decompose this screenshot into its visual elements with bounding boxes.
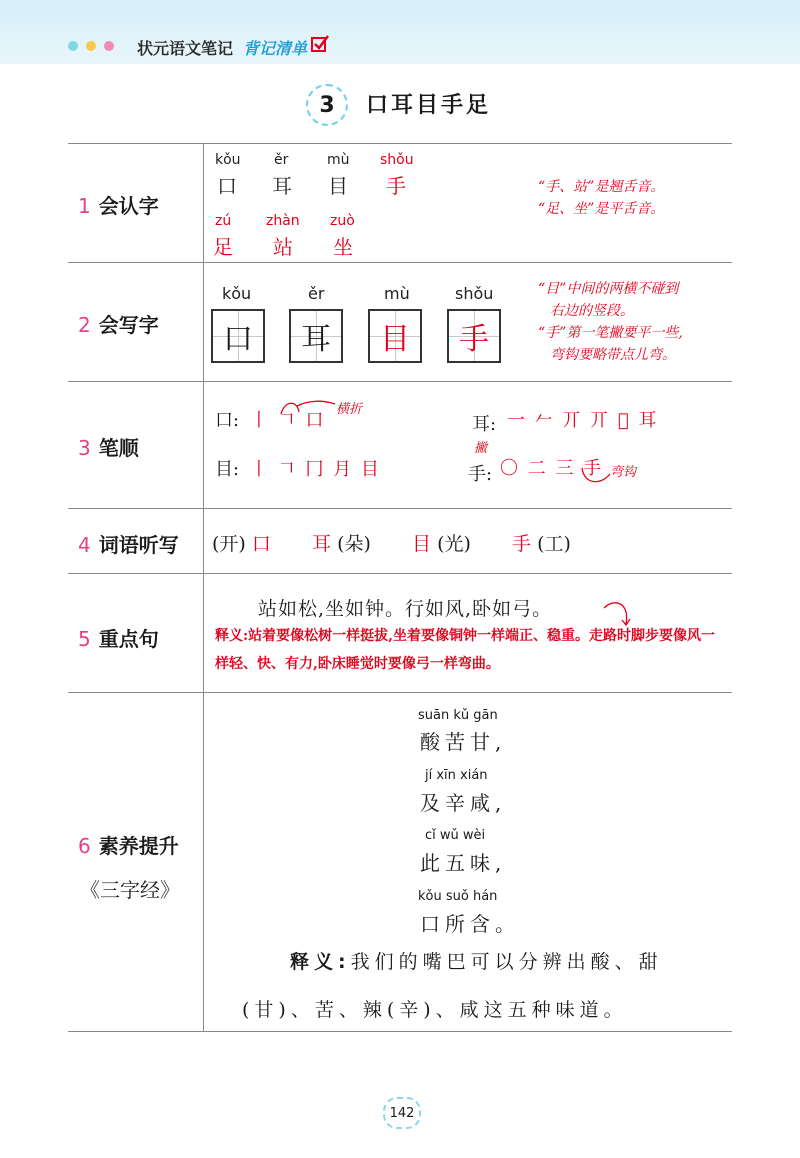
character: 坐 — [333, 235, 353, 259]
stroke-head: 目: — [215, 459, 240, 480]
row-divider — [68, 573, 732, 574]
stroke-order: 一 𠂉 丌 丌 𬺰 耳 — [507, 410, 659, 431]
vocab-word: 手 — [512, 533, 532, 555]
classic-pinyin: jí xīn xián — [425, 768, 488, 783]
writing-grid: 目 — [368, 309, 422, 363]
section-3-label — [78, 432, 139, 461]
character: 耳 — [272, 174, 292, 198]
writing-note: 弯钩要略带点儿弯。 — [550, 347, 676, 363]
classic-line: 及辛咸, — [420, 791, 507, 815]
section-1-label — [78, 190, 159, 219]
stroke-head: 手: — [468, 464, 493, 485]
classic-pinyin: cǐ wǔ wèi — [425, 828, 486, 843]
header-dots — [68, 41, 114, 51]
classic-line: 此五味, — [420, 851, 507, 875]
section-6-label — [78, 830, 179, 859]
column-divider — [203, 143, 204, 1031]
brand-title: 状元语文笔记 — [137, 39, 234, 58]
pinyin: zhàn — [266, 213, 300, 229]
section-title: 笔顺 — [98, 436, 139, 460]
pinyin: kǒu — [215, 152, 241, 168]
vocab-word: 目 — [412, 533, 432, 555]
section-number: 1 — [78, 194, 91, 218]
vocab-word: 耳 — [312, 533, 332, 555]
key-sentence: 站如松,坐如钟。行如风,卧如弓。 — [258, 598, 553, 620]
checkbox-icon — [310, 34, 330, 54]
character: 目 — [328, 174, 348, 198]
classic-pinyin: suān kǔ gān — [418, 708, 498, 723]
book-title: 《三字经》 — [80, 878, 180, 902]
stroke-order: 丨 𠃍 冂 月 目 — [250, 459, 381, 480]
brand-accent: 背记清单 — [243, 39, 308, 58]
classic-line: 口所含。 — [420, 912, 520, 936]
classic-explanation — [242, 938, 702, 1034]
section-title: 重点句 — [98, 627, 159, 651]
row-divider — [68, 143, 732, 144]
writing-note: 右边的竖段。 — [550, 303, 634, 319]
vocab-word: 口 — [251, 533, 271, 555]
vocab-post: (光) — [437, 533, 471, 555]
stroke-head: 口: — [215, 410, 240, 431]
character: 足 — [213, 235, 233, 259]
pronunciation-note: “足、坐”是平舌音。 — [538, 201, 665, 217]
section-title: 会认字 — [98, 194, 159, 218]
writing-grid: 手 — [447, 309, 501, 363]
stroke-annotation: 撇 — [474, 441, 488, 456]
dot-3 — [104, 41, 114, 51]
arrow-icon — [578, 466, 614, 488]
character: 站 — [273, 235, 293, 259]
classic-line: 酸苦甘, — [420, 730, 507, 754]
pinyin: shǒu — [380, 152, 414, 168]
character: 手 — [386, 174, 406, 198]
lesson-title: 口耳目手足 — [366, 93, 492, 118]
vocab-item — [312, 529, 371, 556]
lesson-number: 3 — [306, 84, 348, 126]
stroke-order: 丨 𠃍 口 — [250, 410, 326, 431]
sentence-explanation: 释义:站着要像松树一样挺拔,坐着要像铜钟一样端正、稳重。走路时脚步要像风一样轻、快、有力,卧床睡觉时要像弓一样弯曲。 — [215, 628, 716, 672]
pinyin: ěr — [274, 152, 289, 168]
row-divider — [68, 508, 732, 509]
arrow-icon — [275, 398, 339, 418]
pinyin: mù — [384, 284, 410, 303]
pinyin: ěr — [308, 284, 325, 303]
classic-pinyin: kǒu suǒ hán — [418, 889, 498, 904]
section-2-label — [78, 309, 159, 338]
section-number: 2 — [78, 313, 91, 337]
explain-text: 我们的嘴巴可以分辨出酸、甜(甘)、苦、辣(辛)、咸这五种味道。 — [242, 951, 663, 1021]
header-bar — [0, 0, 800, 64]
writing-grid: 耳 — [289, 309, 343, 363]
pinyin: mù — [327, 152, 350, 168]
dot-1 — [68, 41, 78, 51]
section-title: 素养提升 — [98, 834, 179, 858]
section-number: 4 — [78, 533, 91, 557]
pinyin: zuò — [330, 213, 355, 229]
section-4-label — [78, 529, 179, 558]
stroke-annotation: 横折 — [336, 402, 363, 417]
vocab-item — [412, 529, 471, 556]
vocab-post: (朵) — [337, 533, 371, 555]
section-number: 3 — [78, 436, 91, 460]
section-number: 6 — [78, 834, 91, 858]
section-5-label — [78, 623, 159, 652]
page-number: 142 — [383, 1097, 421, 1129]
row-divider — [68, 262, 732, 263]
dot-2 — [86, 41, 96, 51]
vocab-item — [512, 529, 571, 556]
section-title: 词语听写 — [98, 533, 179, 557]
stroke-order: 〇 二 三 手 — [500, 458, 604, 479]
stroke-annotation: 弯钩 — [610, 465, 637, 480]
row-divider — [68, 692, 732, 693]
section-number: 5 — [78, 627, 91, 651]
vocab-item — [212, 529, 271, 556]
pronunciation-note: “手、站”是翘舌音。 — [538, 179, 665, 195]
writing-note: “目”中间的两横不碰到 — [538, 281, 679, 297]
section-title: 会写字 — [98, 313, 159, 337]
row-divider — [68, 381, 732, 382]
writing-grid: 口 — [211, 309, 265, 363]
stroke-head: 耳: — [472, 414, 497, 435]
character: 口 — [217, 174, 237, 198]
vocab-post: (工) — [537, 533, 571, 555]
pinyin: zú — [215, 213, 232, 229]
pinyin: kǒu — [222, 284, 252, 303]
explain-label: 释义: — [290, 951, 351, 973]
pinyin: shǒu — [455, 284, 494, 303]
writing-note: “手”第一笔撇要平一些, — [538, 325, 683, 341]
vocab-pre: (开) — [212, 533, 246, 555]
